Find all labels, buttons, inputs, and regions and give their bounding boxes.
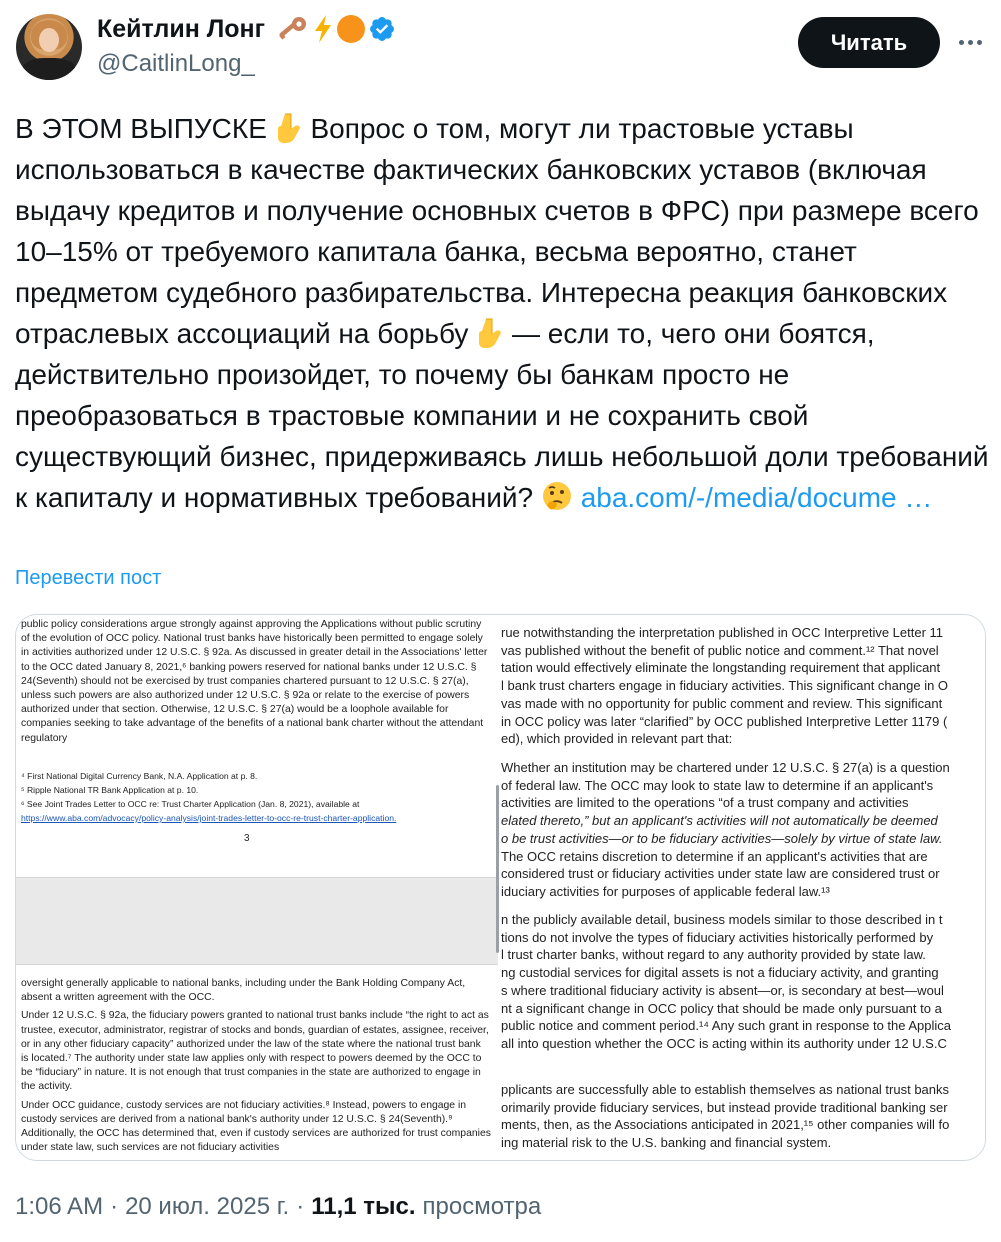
right-line: s where traditional fiduciary activity is absent—or, is secondary at best—woul (501, 982, 944, 998)
meta-separator-2: · (296, 1193, 305, 1220)
author-badges (275, 14, 396, 44)
right-line: n the publicly available detail, business models similar to those described in t (501, 912, 943, 927)
right-line: Whether an institution may be chartered under 12 U.S.C. § 27(a) is a question (501, 760, 950, 775)
right-para-2-quote (501, 759, 950, 901)
left-page-bottom-text (21, 977, 491, 1159)
verified-icon[interactable] (368, 15, 396, 43)
views-count: 11,1 тыс. (311, 1193, 416, 1220)
right-line: ing material risk to the U.S. banking and financial system. (501, 1135, 832, 1151)
pointing-down-icon (275, 113, 303, 143)
more-icon[interactable] (952, 24, 988, 60)
right-para-3 (501, 911, 951, 1053)
footnote-4: ⁴ First National Digital Currency Bank, N.A. Application at p. 8. (21, 771, 258, 781)
right-line: public notice and comment period.¹⁴ Any such grant in response to the Applica (501, 1018, 952, 1034)
footnote-6: ⁶ See Joint Trades Letter to OCC re: Trust Charter Application (Jan. 8, 2021), available at (21, 799, 360, 809)
avatar-body (22, 58, 76, 80)
author-name-row (97, 14, 396, 44)
views-label: просмотра (422, 1193, 542, 1220)
post-time[interactable]: 1:06 AM (15, 1193, 104, 1220)
post-meta (15, 1193, 541, 1221)
post-media-image[interactable] (15, 614, 986, 1161)
right-line: l trust charter banks, without regard to any authority provided by state law. (501, 947, 926, 963)
lightning-icon (312, 14, 334, 44)
document-scrollbar (496, 785, 499, 953)
pointing-down-icon-2 (476, 318, 504, 348)
right-line: pplicants are successfully able to establish themselves as national trust banks (501, 1082, 950, 1097)
left-bottom-para-3: Under OCC guidance, custody services are not fiduciary activities.⁸ Instead, powers to engage in custody services are derived from a national bank's authority under 12 U.S.C. § 24(Seventh).⁹ Additionally, the OCC has determined that, even if custody services are authorized for trust companies under state law, such services are not fiduciary activities (21, 1099, 491, 1154)
page-number: 3 (244, 833, 250, 844)
right-line: ng custodial services for digital assets is not a fiduciary activity, and granting (501, 965, 939, 981)
thinking-face-icon (541, 481, 573, 513)
key-icon (275, 15, 309, 43)
meta-separator: · (110, 1193, 119, 1220)
right-line: l bank trust charters engage in fiduciary activities. This significant change in O (501, 678, 949, 694)
right-para-4 (501, 1081, 949, 1152)
footnote-url: https://www.aba.com/advocacy/policy-analysis/joint-trades-letter-to-occ-re-trust-charter-application. (21, 813, 397, 823)
right-line: activities are limited to the operations “of a trust company and activities (501, 795, 909, 811)
page-gap (16, 877, 498, 965)
right-line: considered trust or fiduciary activities under state law are considered trust or (501, 866, 940, 882)
document-left-page (16, 615, 498, 1161)
right-line: in OCC policy was later “clarified” by OCC published Interpretive Letter 1179 ( (501, 713, 948, 729)
right-line: tation would effectively eliminate the longstanding requirement that applicant (501, 660, 941, 676)
post-link[interactable]: aba.com/-/media/docume (580, 482, 897, 513)
post-text (15, 108, 990, 518)
right-line: nt a significant change in OCC policy that should be made only pursuant to a (501, 1000, 942, 1016)
author-avatar[interactable] (16, 14, 82, 80)
right-line: iduciary activities for purposes of applicable federal law.¹³ (501, 883, 830, 899)
post-date[interactable]: 20 июл. 2025 г. (125, 1193, 290, 1220)
right-line: orimarily provide fiduciary services, but instead provide traditional banking ser (501, 1099, 948, 1115)
follow-button[interactable]: Читать (798, 17, 940, 68)
right-line: o be trust activities—or to be fiduciary activities—solely by virtue of state law. (501, 830, 943, 846)
post-text-part-3: — если то, чего они боятся, действительно произойдет, то почему бы банкам просто не преобразоваться в трастовые компании и не сохранить свой существующий бизнес, придерживаясь лишь небольшой доли требований к капиталу и нормативных требований? (15, 318, 989, 513)
left-page-top-text: public policy considerations argue strongly against approving the Applications without public scrutiny of the evolution of OCC policy. National trust banks have historically been permitted to engage solely in activities authorized under 12 U.S.C. § 92a. As discussed in greater detail in the Associations' letter to the OCC dated January 8, 2021,⁶ banking powers reserved for national banks under 12 U.S.C. § 24(Seventh) should not be exercised by trust companies chartered pursuant to 12 U.S.C. § 27(a), unless such powers are also authorized under 12 U.S.C. § 92a or relate to the exercise of powers authorized under that section. Otherwise, 12 U.S.C. § 27(a) would be a loophole available for companies seeking to take advantage of the benefits of a national bank charter without the attendant regulatory (21, 619, 488, 744)
post-text-part-2: Вопрос о том, могут ли трастовые уставы использоваться в качестве фактических банковских уставов (включая выдачу кредитов и получение основных счетов в ФРС) при размере всего 10–15% от требуемого капитала банка, весьма вероятно, станет предметом судебного разбирательства. Интересна реакция банковских отраслевых ассоциаций на борьбу (15, 113, 979, 349)
translate-post-link[interactable]: Перевести пост (15, 567, 162, 589)
right-line: ments, then, as the Associations anticipated in 2021,¹⁵ other companies will fo (501, 1117, 950, 1133)
author-handle[interactable]: @CaitlinLong_ (97, 50, 255, 77)
avatar-face (39, 28, 59, 52)
right-line: vas published without the benefit of public notice and comment.¹² That novel (501, 642, 939, 658)
left-bottom-para-2: Under 12 U.S.C. § 92a, the fiduciary powers granted to national trust banks include “the right to act as trustee, executor, administrator, registrar of stocks and bonds, guardian of estates, assignee, receiver, or in any other fiduciary capacity” authorized under the law of the state where the national trust bank is located.⁷ The authority under state law applies only with respect to powers deemed by the OCC to be “fiduciary” in nature. It is not enough that trust companies in the state are authorized to engage in the activity. (21, 1010, 489, 1093)
right-line: tions do not involve the types of fiduciary activities historically performed by (501, 929, 934, 945)
post-text-part-1: В ЭТОМ ВЫПУСКЕ (15, 113, 275, 144)
left-page-footnotes (21, 769, 491, 825)
author-name[interactable]: Кейтлин Лонг (97, 14, 266, 43)
left-bottom-para-1: oversight generally applicable to national banks, including under the Bank Holding Company Act, absent a written agreement with the OCC. (21, 978, 466, 1004)
right-line: elated thereto,” but an applicant's activities will not automatically be deemed (501, 813, 938, 829)
right-line: of federal law. The OCC may look to state law to determine if an applicant's (501, 777, 934, 793)
post-ellipsis[interactable]: … (896, 482, 933, 513)
right-line: all into question whether the OCC is acting within its authority under 12 U.S.C (501, 1035, 947, 1051)
right-para-1 (501, 624, 948, 748)
document-right-page (501, 615, 986, 1161)
orange-circle-icon (337, 15, 365, 43)
right-line: vas made with no opportunity for public comment and review. This significant (501, 695, 943, 711)
right-line: rue notwithstanding the interpretation published in OCC Interpretive Letter 11 (501, 625, 944, 640)
right-line: The OCC retains discretion to determine if an applicant's activities that are (501, 848, 928, 864)
footnote-5: ⁵ Ripple National TR Bank Application at p. 10. (21, 785, 199, 795)
right-line: ed), which provided in relevant part that: (501, 731, 733, 747)
